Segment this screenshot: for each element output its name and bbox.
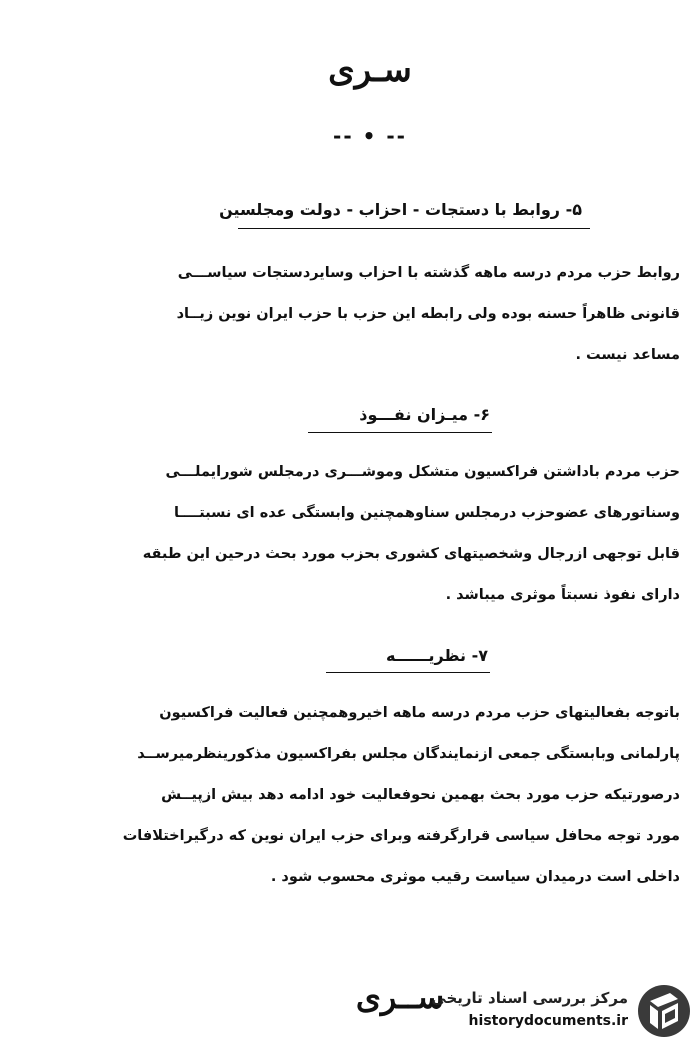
paragraph-line: مورد توجه محافل سیاسی قرارگرفته وبرای حزب ایران نوین که درگیراختلافات — [122, 828, 680, 844]
watermark-org-name: مرکز بررسی اسناد تاریخی — [431, 989, 628, 1007]
section-5-heading: ۵- روابط با دستجات - احزاب - دولت ومجلسین — [219, 200, 582, 219]
paragraph-line: روابط حزب مردم درسه ماهه گذشته با احزاب وسایردستجات سیاســـی — [177, 265, 680, 281]
section-6-paragraph — [143, 452, 680, 616]
paragraph-line: قابل توجهی ازرجال وشخصیتهای کشوری بحزب مورد بحث درحین این طبقه — [142, 546, 680, 562]
paragraph-line: باتوجه بفعالیتهای حزب مردم درسه ماهه اخیروهمچنین فعالیت فراکسیون — [159, 705, 680, 721]
paragraph-line: دارای نفوذ نسبتاً موثری میباشد . — [445, 587, 680, 603]
section-6-underline — [308, 432, 492, 433]
archive-logo-icon — [636, 983, 692, 1039]
section-7-heading: ۷- نظریــــــه — [385, 646, 488, 665]
section-5-paragraph — [177, 253, 680, 376]
paragraph-line: قانونی ظاهراً حسنه بوده ولی رابطه این حزب با حزب ایران نوین زیــاد — [176, 306, 680, 322]
separator-mark: -- • -- — [333, 124, 407, 148]
section-5-underline — [238, 228, 590, 229]
paragraph-line: مساعد نیست . — [575, 347, 680, 363]
paragraph-line: داخلی است درمیدان سیاست رقیب موثری محسوب شود . — [270, 869, 680, 885]
watermark — [334, 983, 694, 1041]
classification-stamp-bottom: ســری — [355, 978, 445, 1016]
classification-stamp-top: سـری — [328, 50, 412, 90]
paragraph-line: حزب مردم باداشتن فراکسیون متشکل وموشـــری درمجلس شورایملـــی — [165, 464, 680, 480]
paragraph-line: پارلمانی وبابستگی جمعی ازنمایندگان مجلس بفراکسیون مذکورینظرمیرســد — [137, 746, 680, 762]
watermark-url: historydocuments.ir — [468, 1013, 628, 1029]
section-7-underline — [326, 672, 490, 673]
paragraph-line: درصورتیکه حزب مورد بحث بهمین نحوفعالیت خود ادامه دهد بیش ازپیــش — [161, 787, 680, 803]
section-7-paragraph — [123, 693, 680, 898]
paragraph-line: وسناتورهای عضوحزب درمجلس سناوهمچنین وابستگی عده ای نسبتــــا — [174, 505, 680, 521]
section-6-heading: ۶- میـزان نفـــوذ — [359, 405, 490, 424]
